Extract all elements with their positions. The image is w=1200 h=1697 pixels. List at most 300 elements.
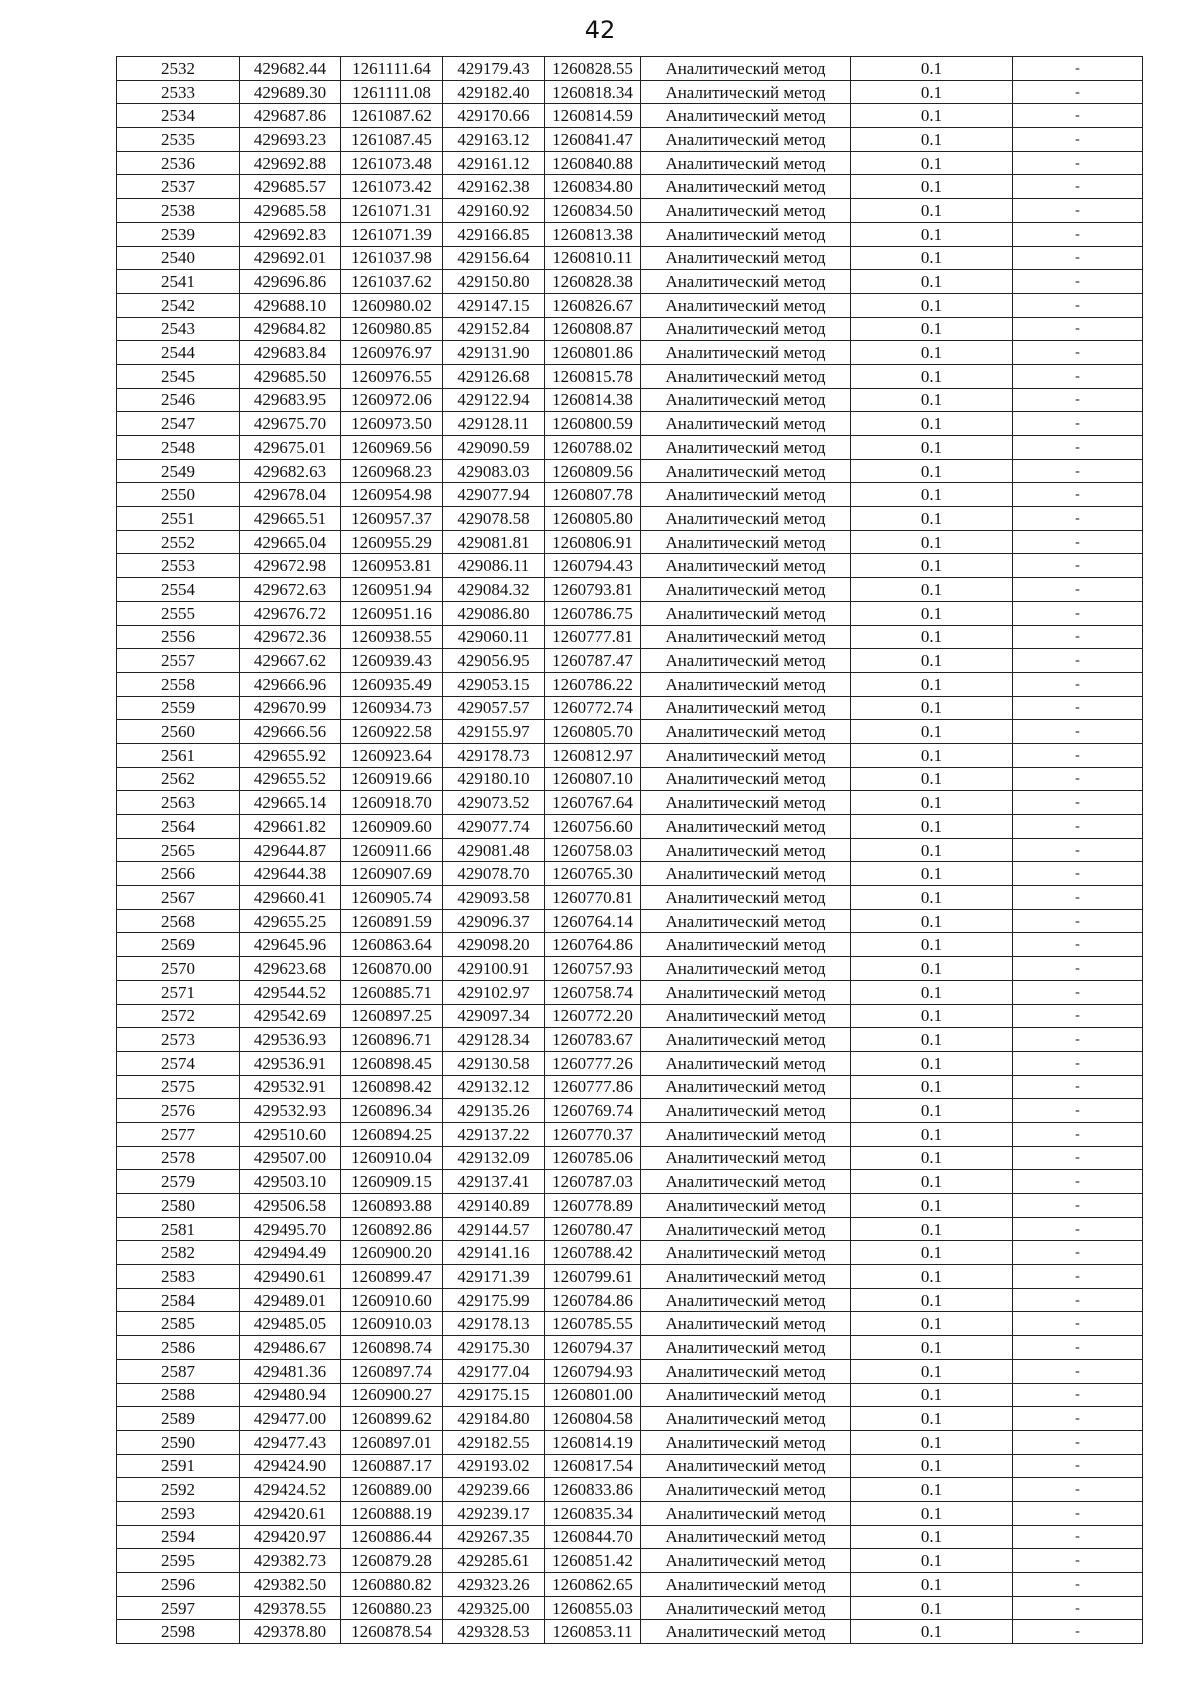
accuracy-cell: 0.1: [851, 743, 1013, 767]
x1-cell: 429510.60: [240, 1122, 341, 1146]
method-cell: Аналитический метод: [641, 341, 851, 365]
accuracy-cell: 0.1: [851, 957, 1013, 981]
x2-cell: 429132.09: [443, 1146, 545, 1170]
table-row: [117, 317, 1143, 341]
point-number-cell: 2593: [117, 1501, 240, 1525]
y1-cell: 1260907.69: [341, 862, 443, 886]
point-number-cell: 2567: [117, 886, 240, 910]
table-row: [117, 459, 1143, 483]
y2-cell: 1260834.50: [545, 199, 641, 223]
accuracy-cell: 0.1: [851, 1146, 1013, 1170]
table-row: [117, 483, 1143, 507]
accuracy-cell: 0.1: [851, 672, 1013, 696]
table-row: [117, 601, 1143, 625]
method-cell: Аналитический метод: [641, 412, 851, 436]
method-cell: Аналитический метод: [641, 1359, 851, 1383]
table-row: [117, 554, 1143, 578]
y2-cell: 1260799.61: [545, 1265, 641, 1289]
x1-cell: 429660.41: [240, 886, 341, 910]
accuracy-cell: 0.1: [851, 1217, 1013, 1241]
x2-cell: 429179.43: [443, 57, 545, 81]
note-cell: -: [1013, 743, 1143, 767]
y2-cell: 1260835.34: [545, 1501, 641, 1525]
table-row: [117, 199, 1143, 223]
x1-cell: 429684.82: [240, 317, 341, 341]
x2-cell: 429084.32: [443, 578, 545, 602]
point-number-cell: 2568: [117, 909, 240, 933]
method-cell: Аналитический метод: [641, 743, 851, 767]
note-cell: -: [1013, 1288, 1143, 1312]
table-row: [117, 57, 1143, 81]
x1-cell: 429667.62: [240, 649, 341, 673]
note-cell: -: [1013, 341, 1143, 365]
point-number-cell: 2538: [117, 199, 240, 223]
y2-cell: 1260794.37: [545, 1336, 641, 1360]
y1-cell: 1260954.98: [341, 483, 443, 507]
accuracy-cell: 0.1: [851, 1265, 1013, 1289]
point-number-cell: 2537: [117, 175, 240, 199]
y2-cell: 1260764.14: [545, 909, 641, 933]
accuracy-cell: 0.1: [851, 341, 1013, 365]
y2-cell: 1260840.88: [545, 151, 641, 175]
method-cell: Аналитический метод: [641, 1051, 851, 1075]
method-cell: Аналитический метод: [641, 507, 851, 531]
x2-cell: 429178.73: [443, 743, 545, 767]
x2-cell: 429090.59: [443, 436, 545, 460]
note-cell: -: [1013, 720, 1143, 744]
note-cell: -: [1013, 530, 1143, 554]
accuracy-cell: 0.1: [851, 1359, 1013, 1383]
note-cell: -: [1013, 1051, 1143, 1075]
y2-cell: 1260807.78: [545, 483, 641, 507]
y2-cell: 1260784.86: [545, 1288, 641, 1312]
method-cell: Аналитический метод: [641, 1099, 851, 1123]
accuracy-cell: 0.1: [851, 1004, 1013, 1028]
x2-cell: 429239.66: [443, 1478, 545, 1502]
point-number-cell: 2554: [117, 578, 240, 602]
x1-cell: 429685.50: [240, 364, 341, 388]
x2-cell: 429077.74: [443, 815, 545, 839]
x2-cell: 429285.61: [443, 1549, 545, 1573]
y2-cell: 1260828.55: [545, 57, 641, 81]
y2-cell: 1260812.97: [545, 743, 641, 767]
table-row: [117, 743, 1143, 767]
method-cell: Аналитический метод: [641, 957, 851, 981]
x1-cell: 429683.95: [240, 388, 341, 412]
note-cell: -: [1013, 1312, 1143, 1336]
point-number-cell: 2551: [117, 507, 240, 531]
table-row: [117, 649, 1143, 673]
table-row: [117, 1146, 1143, 1170]
y1-cell: 1260897.25: [341, 1004, 443, 1028]
x2-cell: 429178.13: [443, 1312, 545, 1336]
accuracy-cell: 0.1: [851, 980, 1013, 1004]
x2-cell: 429128.11: [443, 412, 545, 436]
note-cell: -: [1013, 388, 1143, 412]
x1-cell: 429689.30: [240, 80, 341, 104]
table-row: [117, 151, 1143, 175]
method-cell: Аналитический метод: [641, 578, 851, 602]
accuracy-cell: 0.1: [851, 1525, 1013, 1549]
method-cell: Аналитический метод: [641, 1146, 851, 1170]
point-number-cell: 2543: [117, 317, 240, 341]
method-cell: Аналитический метод: [641, 720, 851, 744]
point-number-cell: 2583: [117, 1265, 240, 1289]
y1-cell: 1260951.16: [341, 601, 443, 625]
table-row: [117, 246, 1143, 270]
method-cell: Аналитический метод: [641, 364, 851, 388]
y2-cell: 1260770.37: [545, 1122, 641, 1146]
method-cell: Аналитический метод: [641, 1312, 851, 1336]
coordinates-table: [116, 56, 1143, 1644]
method-cell: Аналитический метод: [641, 791, 851, 815]
point-number-cell: 2582: [117, 1241, 240, 1265]
note-cell: -: [1013, 980, 1143, 1004]
note-cell: -: [1013, 1620, 1143, 1644]
note-cell: -: [1013, 672, 1143, 696]
accuracy-cell: 0.1: [851, 57, 1013, 81]
accuracy-cell: 0.1: [851, 791, 1013, 815]
x2-cell: 429102.97: [443, 980, 545, 1004]
method-cell: Аналитический метод: [641, 1454, 851, 1478]
point-number-cell: 2542: [117, 293, 240, 317]
x2-cell: 429175.30: [443, 1336, 545, 1360]
x2-cell: 429162.38: [443, 175, 545, 199]
note-cell: -: [1013, 791, 1143, 815]
accuracy-cell: 0.1: [851, 128, 1013, 152]
point-number-cell: 2565: [117, 838, 240, 862]
x2-cell: 429152.84: [443, 317, 545, 341]
note-cell: -: [1013, 649, 1143, 673]
table-row: [117, 957, 1143, 981]
point-number-cell: 2539: [117, 222, 240, 246]
x1-cell: 429672.98: [240, 554, 341, 578]
y1-cell: 1260896.71: [341, 1028, 443, 1052]
y2-cell: 1260786.22: [545, 672, 641, 696]
accuracy-cell: 0.1: [851, 483, 1013, 507]
accuracy-cell: 0.1: [851, 1288, 1013, 1312]
x1-cell: 429670.99: [240, 696, 341, 720]
x2-cell: 429086.11: [443, 554, 545, 578]
point-number-cell: 2569: [117, 933, 240, 957]
y2-cell: 1260818.34: [545, 80, 641, 104]
y1-cell: 1260938.55: [341, 625, 443, 649]
accuracy-cell: 0.1: [851, 507, 1013, 531]
y1-cell: 1260910.03: [341, 1312, 443, 1336]
y1-cell: 1260939.43: [341, 649, 443, 673]
table-row: [117, 933, 1143, 957]
accuracy-cell: 0.1: [851, 412, 1013, 436]
accuracy-cell: 0.1: [851, 1430, 1013, 1454]
x1-cell: 429682.63: [240, 459, 341, 483]
point-number-cell: 2560: [117, 720, 240, 744]
table-row: [117, 222, 1143, 246]
x2-cell: 429132.12: [443, 1075, 545, 1099]
method-cell: Аналитический метод: [641, 1525, 851, 1549]
point-number-cell: 2580: [117, 1194, 240, 1218]
y2-cell: 1260764.86: [545, 933, 641, 957]
y1-cell: 1260900.20: [341, 1241, 443, 1265]
x2-cell: 429100.91: [443, 957, 545, 981]
y2-cell: 1260767.64: [545, 791, 641, 815]
table-row: [117, 270, 1143, 294]
method-cell: Аналитический метод: [641, 1478, 851, 1502]
table-row: [117, 1620, 1143, 1644]
point-number-cell: 2572: [117, 1004, 240, 1028]
y1-cell: 1260891.59: [341, 909, 443, 933]
x2-cell: 429171.39: [443, 1265, 545, 1289]
y1-cell: 1260910.04: [341, 1146, 443, 1170]
y1-cell: 1260980.85: [341, 317, 443, 341]
table-row: [117, 1194, 1143, 1218]
x2-cell: 429140.89: [443, 1194, 545, 1218]
y2-cell: 1260810.11: [545, 246, 641, 270]
y2-cell: 1260765.30: [545, 862, 641, 886]
note-cell: -: [1013, 317, 1143, 341]
note-cell: -: [1013, 767, 1143, 791]
accuracy-cell: 0.1: [851, 720, 1013, 744]
y2-cell: 1260758.03: [545, 838, 641, 862]
note-cell: -: [1013, 1122, 1143, 1146]
note-cell: -: [1013, 1359, 1143, 1383]
point-number-cell: 2597: [117, 1596, 240, 1620]
method-cell: Аналитический метод: [641, 1122, 851, 1146]
table-row: [117, 1549, 1143, 1573]
y2-cell: 1260777.81: [545, 625, 641, 649]
y2-cell: 1260815.78: [545, 364, 641, 388]
table-row: [117, 293, 1143, 317]
x2-cell: 429083.03: [443, 459, 545, 483]
accuracy-cell: 0.1: [851, 388, 1013, 412]
x1-cell: 429489.01: [240, 1288, 341, 1312]
y2-cell: 1260828.38: [545, 270, 641, 294]
x1-cell: 429666.56: [240, 720, 341, 744]
x2-cell: 429177.04: [443, 1359, 545, 1383]
x2-cell: 429160.92: [443, 199, 545, 223]
y1-cell: 1260968.23: [341, 459, 443, 483]
note-cell: -: [1013, 364, 1143, 388]
y2-cell: 1260814.59: [545, 104, 641, 128]
point-number-cell: 2533: [117, 80, 240, 104]
y1-cell: 1260893.88: [341, 1194, 443, 1218]
method-cell: Аналитический метод: [641, 767, 851, 791]
x1-cell: 429503.10: [240, 1170, 341, 1194]
method-cell: Аналитический метод: [641, 1596, 851, 1620]
accuracy-cell: 0.1: [851, 1478, 1013, 1502]
point-number-cell: 2535: [117, 128, 240, 152]
x2-cell: 429155.97: [443, 720, 545, 744]
x2-cell: 429073.52: [443, 791, 545, 815]
y2-cell: 1260777.26: [545, 1051, 641, 1075]
x1-cell: 429665.14: [240, 791, 341, 815]
x1-cell: 429693.23: [240, 128, 341, 152]
table-row: [117, 412, 1143, 436]
method-cell: Аналитический метод: [641, 672, 851, 696]
x1-cell: 429685.57: [240, 175, 341, 199]
table-row: [117, 1454, 1143, 1478]
note-cell: -: [1013, 104, 1143, 128]
y1-cell: 1260899.62: [341, 1407, 443, 1431]
note-cell: -: [1013, 1217, 1143, 1241]
x2-cell: 429239.17: [443, 1501, 545, 1525]
x1-cell: 429480.94: [240, 1383, 341, 1407]
x1-cell: 429536.93: [240, 1028, 341, 1052]
table-row: [117, 1028, 1143, 1052]
accuracy-cell: 0.1: [851, 933, 1013, 957]
note-cell: -: [1013, 80, 1143, 104]
accuracy-cell: 0.1: [851, 601, 1013, 625]
y1-cell: 1261087.45: [341, 128, 443, 152]
x1-cell: 429692.83: [240, 222, 341, 246]
method-cell: Аналитический метод: [641, 1501, 851, 1525]
y2-cell: 1260787.03: [545, 1170, 641, 1194]
method-cell: Аналитический метод: [641, 1620, 851, 1644]
note-cell: -: [1013, 554, 1143, 578]
y1-cell: 1260892.86: [341, 1217, 443, 1241]
x2-cell: 429144.57: [443, 1217, 545, 1241]
y1-cell: 1260880.82: [341, 1573, 443, 1597]
method-cell: Аналитический метод: [641, 1383, 851, 1407]
y1-cell: 1260955.29: [341, 530, 443, 554]
method-cell: Аналитический метод: [641, 317, 851, 341]
y1-cell: 1260896.34: [341, 1099, 443, 1123]
table-row: [117, 436, 1143, 460]
table-row: [117, 1383, 1143, 1407]
x2-cell: 429166.85: [443, 222, 545, 246]
y1-cell: 1261071.31: [341, 199, 443, 223]
x1-cell: 429665.51: [240, 507, 341, 531]
point-number-cell: 2578: [117, 1146, 240, 1170]
table-row: [117, 696, 1143, 720]
table-row: [117, 791, 1143, 815]
x2-cell: 429077.94: [443, 483, 545, 507]
point-number-cell: 2556: [117, 625, 240, 649]
x1-cell: 429485.05: [240, 1312, 341, 1336]
x2-cell: 429193.02: [443, 1454, 545, 1478]
table-row: [117, 1288, 1143, 1312]
y1-cell: 1260923.64: [341, 743, 443, 767]
method-cell: Аналитический метод: [641, 1407, 851, 1431]
point-number-cell: 2553: [117, 554, 240, 578]
x1-cell: 429696.86: [240, 270, 341, 294]
method-cell: Аналитический метод: [641, 175, 851, 199]
x1-cell: 429665.04: [240, 530, 341, 554]
method-cell: Аналитический метод: [641, 815, 851, 839]
x1-cell: 429494.49: [240, 1241, 341, 1265]
accuracy-cell: 0.1: [851, 578, 1013, 602]
accuracy-cell: 0.1: [851, 862, 1013, 886]
x2-cell: 429137.22: [443, 1122, 545, 1146]
accuracy-cell: 0.1: [851, 1312, 1013, 1336]
accuracy-cell: 0.1: [851, 649, 1013, 673]
accuracy-cell: 0.1: [851, 1573, 1013, 1597]
method-cell: Аналитический метод: [641, 696, 851, 720]
point-number-cell: 2558: [117, 672, 240, 696]
method-cell: Аналитический метод: [641, 104, 851, 128]
y2-cell: 1260786.75: [545, 601, 641, 625]
table-row: [117, 507, 1143, 531]
x1-cell: 429477.00: [240, 1407, 341, 1431]
point-number-cell: 2590: [117, 1430, 240, 1454]
y2-cell: 1260862.65: [545, 1573, 641, 1597]
x2-cell: 429060.11: [443, 625, 545, 649]
table-row: [117, 1359, 1143, 1383]
x2-cell: 429170.66: [443, 104, 545, 128]
table-row: [117, 128, 1143, 152]
method-cell: Аналитический метод: [641, 459, 851, 483]
x1-cell: 429655.52: [240, 767, 341, 791]
accuracy-cell: 0.1: [851, 1620, 1013, 1644]
table-row: [117, 980, 1143, 1004]
table-row: [117, 1099, 1143, 1123]
x1-cell: 429688.10: [240, 293, 341, 317]
y1-cell: 1260918.70: [341, 791, 443, 815]
y1-cell: 1260878.54: [341, 1620, 443, 1644]
point-number-cell: 2581: [117, 1217, 240, 1241]
table-row: [117, 1430, 1143, 1454]
x2-cell: 429161.12: [443, 151, 545, 175]
note-cell: -: [1013, 459, 1143, 483]
point-number-cell: 2596: [117, 1573, 240, 1597]
point-number-cell: 2573: [117, 1028, 240, 1052]
x1-cell: 429420.97: [240, 1525, 341, 1549]
method-cell: Аналитический метод: [641, 1194, 851, 1218]
y1-cell: 1260880.23: [341, 1596, 443, 1620]
y1-cell: 1261037.98: [341, 246, 443, 270]
point-number-cell: 2545: [117, 364, 240, 388]
method-cell: Аналитический метод: [641, 1004, 851, 1028]
y1-cell: 1261111.64: [341, 57, 443, 81]
point-number-cell: 2564: [117, 815, 240, 839]
x2-cell: 429081.48: [443, 838, 545, 862]
table-row: [117, 1265, 1143, 1289]
y1-cell: 1260951.94: [341, 578, 443, 602]
y1-cell: 1261073.48: [341, 151, 443, 175]
method-cell: Аналитический метод: [641, 388, 851, 412]
note-cell: -: [1013, 1146, 1143, 1170]
table-row: [117, 1170, 1143, 1194]
y2-cell: 1260814.38: [545, 388, 641, 412]
note-cell: -: [1013, 1028, 1143, 1052]
y2-cell: 1260853.11: [545, 1620, 641, 1644]
x2-cell: 429147.15: [443, 293, 545, 317]
note-cell: -: [1013, 270, 1143, 294]
method-cell: Аналитический метод: [641, 1549, 851, 1573]
note-cell: -: [1013, 151, 1143, 175]
method-cell: Аналитический метод: [641, 270, 851, 294]
x1-cell: 429378.80: [240, 1620, 341, 1644]
accuracy-cell: 0.1: [851, 1596, 1013, 1620]
accuracy-cell: 0.1: [851, 886, 1013, 910]
y1-cell: 1260888.19: [341, 1501, 443, 1525]
x1-cell: 429682.44: [240, 57, 341, 81]
note-cell: -: [1013, 1383, 1143, 1407]
x1-cell: 429692.01: [240, 246, 341, 270]
point-number-cell: 2584: [117, 1288, 240, 1312]
point-number-cell: 2570: [117, 957, 240, 981]
table-row: [117, 1004, 1143, 1028]
accuracy-cell: 0.1: [851, 199, 1013, 223]
x2-cell: 429056.95: [443, 649, 545, 673]
table-row: [117, 1525, 1143, 1549]
method-cell: Аналитический метод: [641, 1573, 851, 1597]
note-cell: -: [1013, 1454, 1143, 1478]
point-number-cell: 2555: [117, 601, 240, 625]
note-cell: -: [1013, 1573, 1143, 1597]
x1-cell: 429481.36: [240, 1359, 341, 1383]
y1-cell: 1260972.06: [341, 388, 443, 412]
note-cell: -: [1013, 507, 1143, 531]
